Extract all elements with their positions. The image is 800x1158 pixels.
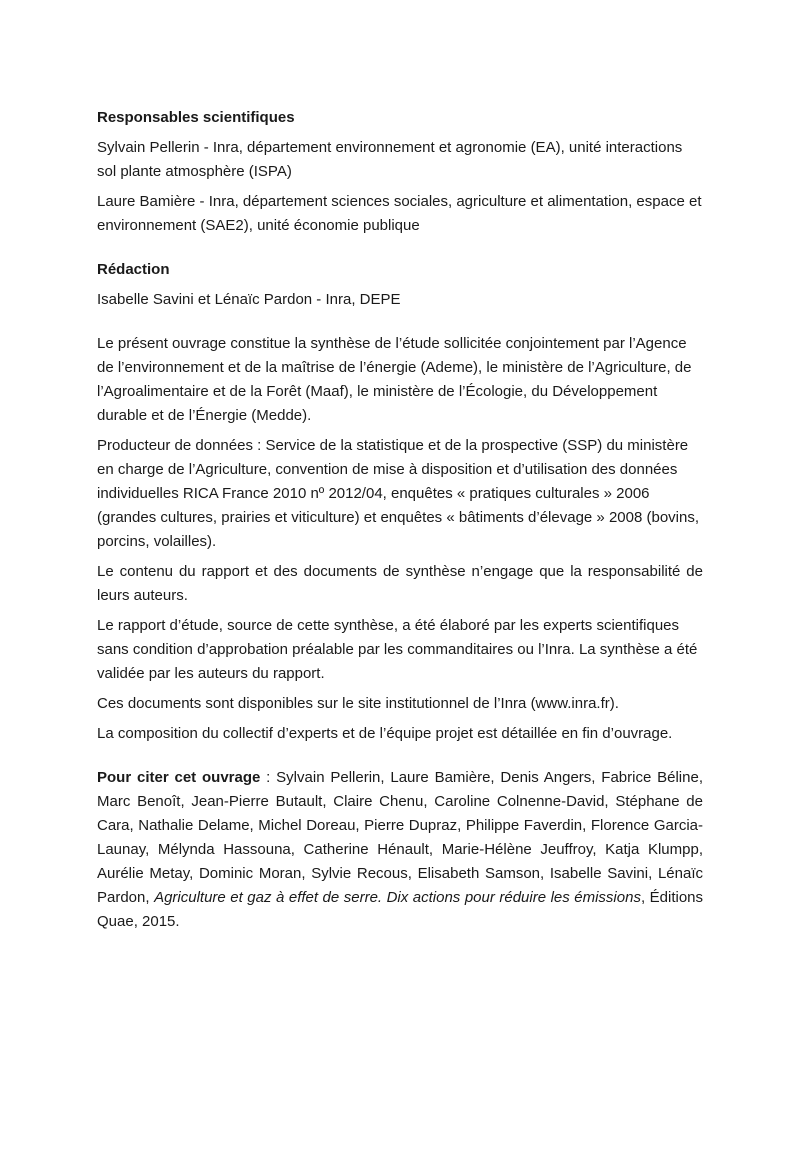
redaction-heading: Rédaction xyxy=(97,261,170,278)
document-page xyxy=(97,106,703,934)
citation-block xyxy=(97,766,703,934)
responsable-bamiere: Laure Bamière - Inra, département sciences sociales, agriculture et alimentation, espace et environnement (SAE2), unité économie publique xyxy=(97,193,702,234)
citation-publisher: , Éditions Quae, 2015. xyxy=(97,889,703,930)
redaction-authors: Isabelle Savini et Lénaïc Pardon - Inra, DEPE xyxy=(97,291,401,308)
citation-authors: : Sylvain Pellerin, Laure Bamière, Denis Angers, Fabrice Béline, Marc Benoît, Jean-Pierre Butault, Claire Chenu, Caroline Colnenne-David, Stéphane de Cara, Nathalie Delame, Michel Doreau, Pierre Dupraz, Philippe Faverdin, Florence Garcia-Launay, Mélynda Hassouna, Catherine Hénault, Marie-Hélène Jeuffroy, Katja Klumpp, Aurélie Metay, Dominic Moran, Sylvie Recous, Elisabeth Samson, Isabelle Savini, Lénaïc Pardon, xyxy=(97,769,703,906)
citation-label: Pour citer cet ouvrage xyxy=(97,769,261,786)
citation-title: Agriculture et gaz à effet de serre. Dix actions pour réduire les émissions xyxy=(154,889,641,906)
paragraph-responsabilite: Le contenu du rapport et des documents de synthèse n’engage que la responsabilité de leurs auteurs. xyxy=(97,563,703,604)
paragraph-producteur: Producteur de données : Service de la statistique et de la prospective (SSP) du ministère en charge de l’Agriculture, convention de mise à disposition et d’utilisation des données individuelles RICA France 2010 nº 2012/04, enquêtes « pratiques culturales » 2006 (grandes cultures, prairies et viticulture) et enquêtes « bâtiments d’élevage » 2008 (bovins, porcins, volailles). xyxy=(97,437,699,550)
responsable-pellerin: Sylvain Pellerin - Inra, département environnement et agronomie (EA), unité interactions sol plante atmosphère (ISPA) xyxy=(97,139,683,180)
paragraph-rapport: Le rapport d’étude, source de cette synthèse, a été élaboré par les experts scientifiques sans condition d’approbation préalable par les commanditaires ou l’Inra. La synthèse a été validée par les auteurs du rapport. xyxy=(97,617,698,682)
paragraph-disponibilite: Ces documents sont disponibles sur le site institutionnel de l’Inra (www.inra.fr). xyxy=(97,695,619,712)
paragraph-ouvrage: Le présent ouvrage constitue la synthèse de l’étude sollicitée conjointement par l’Agence de l’environnement et de la maîtrise de l’énergie (Ademe), le ministère de l’Agriculture, de l’Agroalimentaire et de la Forêt (Maaf), le ministère de l’Écologie, du Développement durable et de l’Énergie (Medde). xyxy=(97,335,692,424)
paragraph-composition: La composition du collectif d’experts et de l’équipe projet est détaillée en fin d’ouvrage. xyxy=(97,725,673,742)
responsables-heading: Responsables scientifiques xyxy=(97,109,295,126)
